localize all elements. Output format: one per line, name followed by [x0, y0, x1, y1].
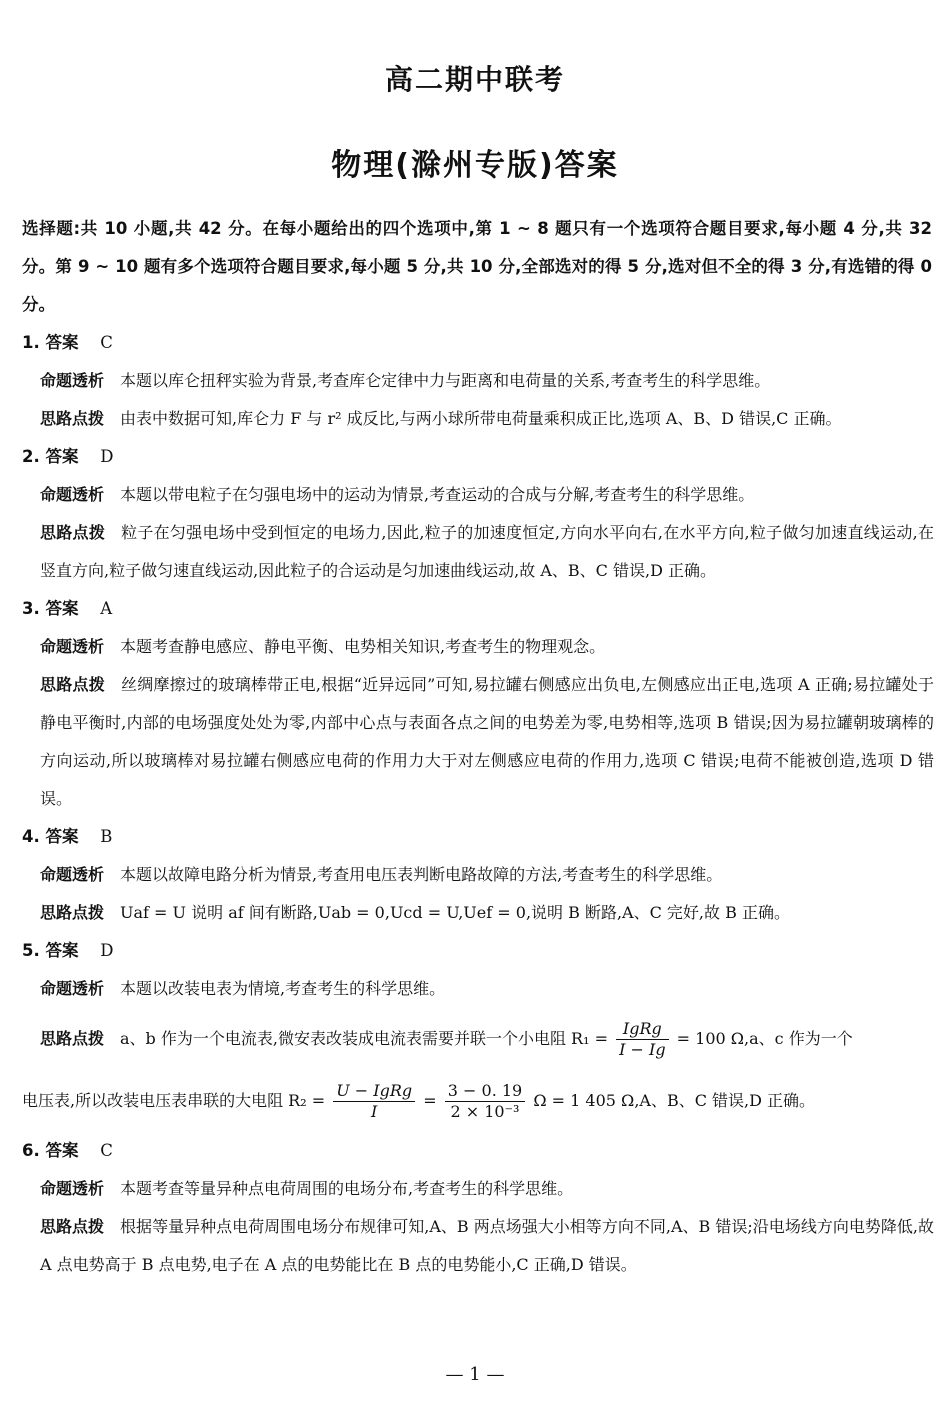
- answer-label: 答案: [45, 827, 79, 846]
- hint-paragraph: [40, 514, 934, 590]
- fraction-numerator: 3 − 0. 19: [445, 1081, 525, 1102]
- question-header: [22, 324, 934, 362]
- hint-label: 思路点拨: [40, 903, 105, 922]
- fraction-denominator: I − Ig: [619, 1040, 666, 1059]
- question-3: [22, 590, 934, 818]
- hint-text-part-1: a、b 作为一个电流表,微安表改装成电流表需要并联一个小电阻 R₁ =: [120, 1029, 609, 1048]
- hint-paragraph: [40, 666, 934, 818]
- analysis-text: 本题考查等量异种点电荷周围的电场分布,考查考生的科学思维。: [120, 1179, 574, 1198]
- hint-label: 思路点拨: [40, 409, 105, 428]
- hint-text-part-3: 电压表,所以改装电压表串联的大电阻 R₂ =: [22, 1091, 326, 1110]
- analysis-paragraph: [40, 476, 934, 514]
- hint-text-part-4: Ω = 1 405 Ω,A、B、C 错误,D 正确。: [533, 1091, 816, 1110]
- hint-paragraph: [40, 1208, 934, 1284]
- hint-formula-line-2: [22, 1070, 934, 1132]
- question-5: [22, 932, 934, 1132]
- question-header: [22, 818, 934, 856]
- question-number: 2.: [22, 447, 40, 466]
- answers-list: [22, 324, 934, 1284]
- analysis-paragraph: [40, 970, 934, 1008]
- analysis-label: 命题透析: [40, 1179, 105, 1198]
- question-number: 6.: [22, 1141, 40, 1160]
- analysis-label: 命题透析: [40, 637, 105, 656]
- analysis-paragraph: [40, 1170, 934, 1208]
- hint-paragraph: [22, 1008, 934, 1132]
- hint-text: 由表中数据可知,库仑力 F 与 r² 成反比,与两小球所带电荷量乘积成正比,选项 A、B、D 错误,C 正确。: [120, 409, 842, 428]
- question-header: [22, 438, 934, 476]
- hint-text: 根据等量异种点电荷周围电场分布规律可知,A、B 两点场强大小相等方向不同,A、B 错误;沿电场线方向电势降低,故 A 点电势高于 B 点电势,电子在 A 点的电势能比在 B 点的电势能小,C 正确,D 错误。: [40, 1217, 934, 1274]
- question-1: [22, 324, 934, 438]
- answer-label: 答案: [45, 941, 79, 960]
- hint-paragraph: [40, 400, 934, 438]
- question-number: 3.: [22, 599, 40, 618]
- answer-label: 答案: [45, 599, 79, 618]
- answer-value: B: [100, 827, 113, 846]
- question-2: [22, 438, 934, 590]
- instructions-paragraph: 选择题:共 10 小题,共 42 分。在每小题给出的四个选项中,第 1 ~ 8 题只有一个选项符合题目要求,每小题 4 分,共 32 分。第 9 ~ 10 题有多个选项符合题目要求,每小题 5 分,共 10 分,全部选对的得 5 分,选对但不全的得 3 分,有选错的得 0 分。: [22, 219, 932, 314]
- answer-label: 答案: [45, 333, 79, 352]
- analysis-paragraph: [40, 628, 934, 666]
- question-6: [22, 1132, 934, 1284]
- answer-value: D: [100, 447, 114, 466]
- question-number: 4.: [22, 827, 40, 846]
- hint-formula-line-1: [40, 1008, 934, 1070]
- analysis-label: 命题透析: [40, 371, 105, 390]
- analysis-text: 本题以改装电表为情境,考查考生的科学思维。: [120, 979, 446, 998]
- fraction-numerator: U − IgRg: [333, 1081, 415, 1102]
- formula-fraction-r1: [616, 1019, 668, 1060]
- page-subtitle: 物理(滁州专版)答案: [331, 148, 619, 183]
- answer-value: D: [100, 941, 114, 960]
- fraction-denominator: 2 × 10⁻³: [450, 1102, 520, 1121]
- question-header: [22, 590, 934, 628]
- answer-value: A: [100, 599, 113, 618]
- page-title: 高二期中联考: [384, 63, 565, 96]
- hint-text: Uaf = U 说明 af 间有断路,Uab = 0,Ucd = U,Uef = 0,说明 B 断路,A、C 完好,故 B 正确。: [120, 903, 790, 922]
- formula-fraction-value: [445, 1081, 525, 1122]
- equals-sign: =: [423, 1091, 437, 1110]
- answer-label: 答案: [45, 1141, 79, 1160]
- analysis-label: 命题透析: [40, 865, 105, 884]
- answer-value: C: [100, 333, 113, 352]
- question-header: [22, 1132, 934, 1170]
- analysis-paragraph: [40, 856, 934, 894]
- page-number: — 1 —: [445, 1364, 505, 1385]
- answer-label: 答案: [45, 447, 79, 466]
- analysis-paragraph: [40, 362, 934, 400]
- analysis-text: 本题以库仑扭秤实验为背景,考查库仑定律中力与距离和电荷量的关系,考查考生的科学思维。: [120, 371, 771, 390]
- analysis-text: 本题考查静电感应、静电平衡、电势相关知识,考查考生的物理观念。: [120, 637, 606, 656]
- hint-text-part-2: = 100 Ω,a、c 作为一个: [676, 1029, 853, 1048]
- analysis-label: 命题透析: [40, 979, 105, 998]
- question-number: 5.: [22, 941, 40, 960]
- question-number: 1.: [22, 333, 40, 352]
- question-4: [22, 818, 934, 932]
- question-header: [22, 932, 934, 970]
- hint-label: 思路点拨: [40, 675, 105, 694]
- analysis-text: 本题以带电粒子在匀强电场中的运动为情景,考查运动的合成与分解,考查考生的科学思维。: [120, 485, 755, 504]
- hint-text: 丝绸摩擦过的玻璃棒带正电,根据“近异远同”可知,易拉罐右侧感应出负电,左侧感应出正电,选项 A 正确;易拉罐处于静电平衡时,内部的电场强度处处为零,内部中心点与表面各点之间的电势差为零,电势相等,选项 B 错误;因为易拉罐朝玻璃棒的方向运动,所以玻璃棒对易拉罐右侧感应电荷的作用力大于对左侧感应电荷的作用力,选项 C 错误;电荷不能被创造,选项 D 错误。: [40, 675, 934, 808]
- formula-fraction-r2: [333, 1081, 415, 1122]
- hint-label: 思路点拨: [40, 1029, 105, 1048]
- answer-value: C: [100, 1141, 113, 1160]
- hint-label: 思路点拨: [40, 523, 106, 542]
- hint-text: 粒子在匀强电场中受到恒定的电场力,因此,粒子的加速度恒定,方向水平向右,在水平方向,粒子做匀加速直线运动,在竖直方向,粒子做匀速直线运动,因此粒子的合运动是匀加速曲线运动,故 A、B、C 错误,D 正确。: [40, 523, 934, 580]
- fraction-denominator: I: [371, 1102, 378, 1121]
- analysis-text: 本题以故障电路分析为情景,考查用电压表判断电路故障的方法,考查考生的科学思维。: [120, 865, 723, 884]
- fraction-numerator: IgRg: [616, 1019, 668, 1040]
- analysis-label: 命题透析: [40, 485, 105, 504]
- hint-label: 思路点拨: [40, 1217, 105, 1236]
- hint-paragraph: [40, 894, 934, 932]
